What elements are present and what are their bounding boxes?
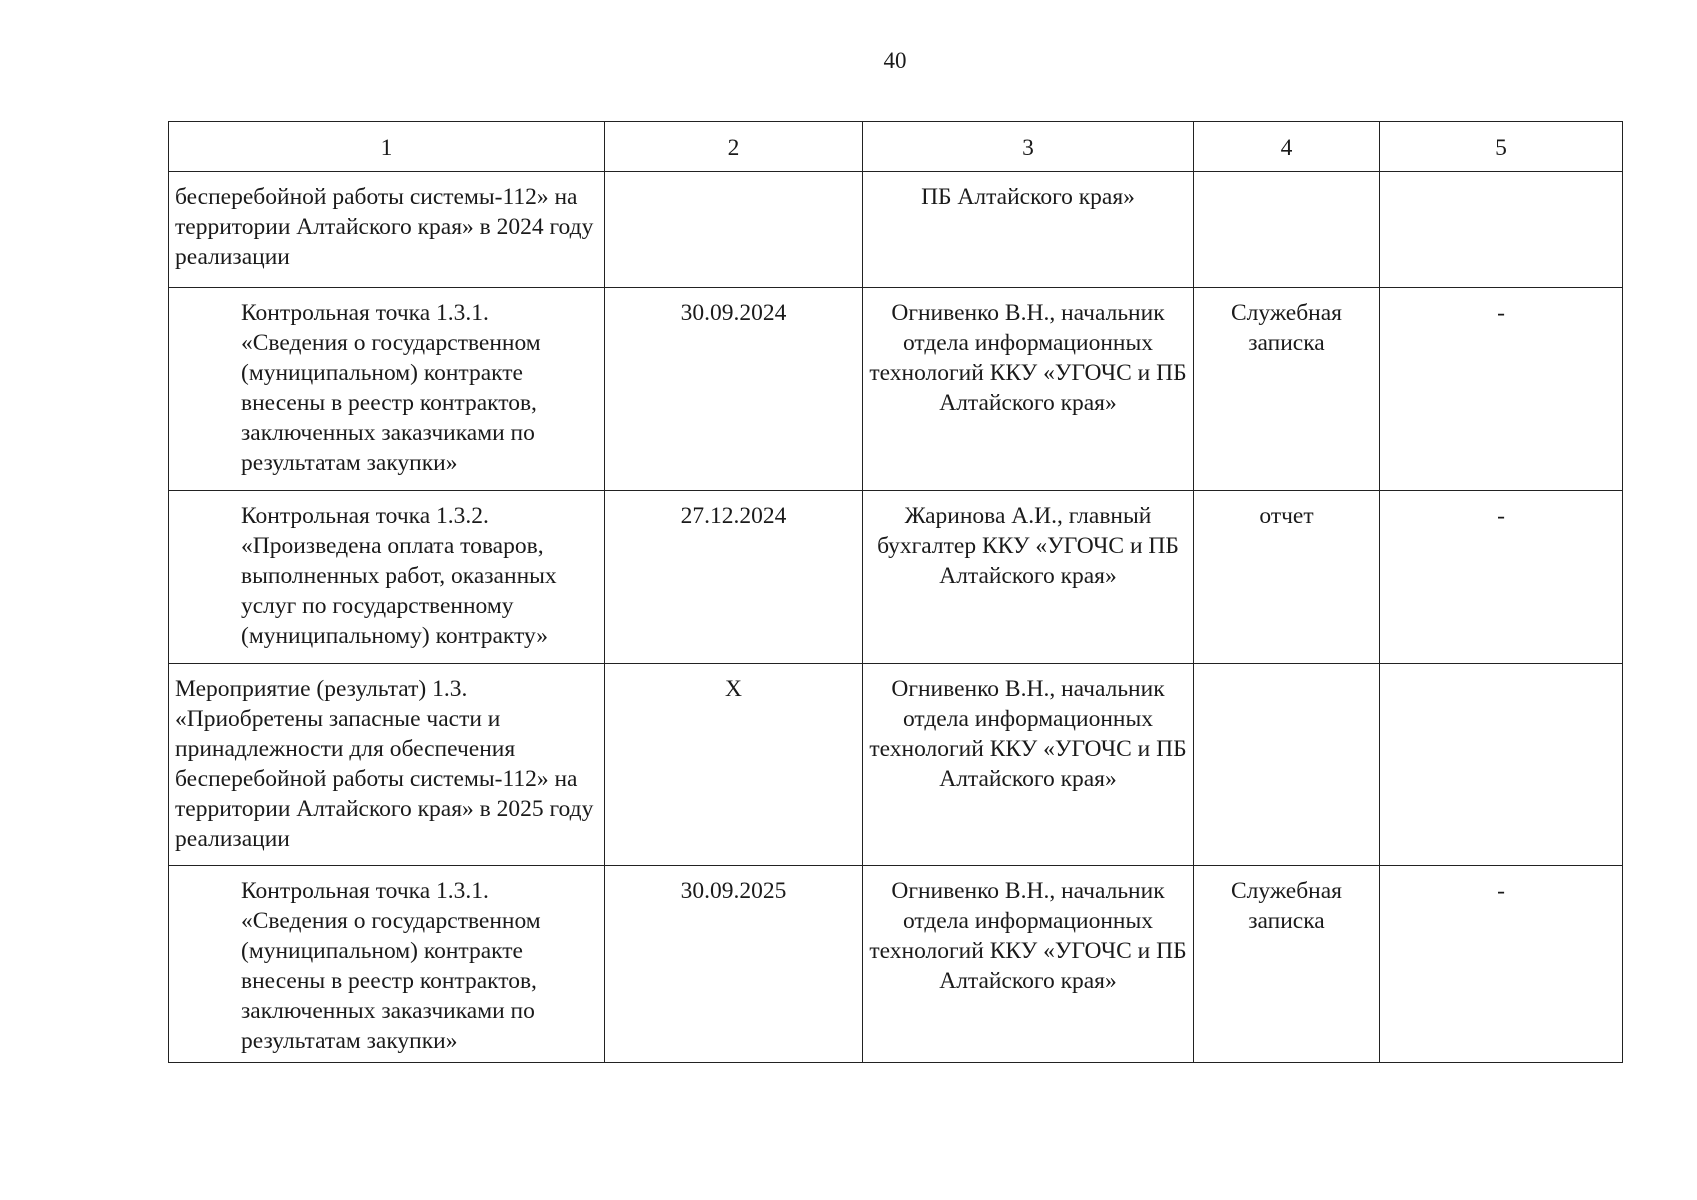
description-cell: Контрольная точка 1.3.2. «Произведена оплата товаров, выполненных работ, оказанных услуг по государственному (муниципальному) контракту» — [169, 491, 605, 664]
header-row — [169, 122, 1623, 172]
date-cell: 30.09.2025 — [605, 866, 863, 1063]
date-cell: 27.12.2024 — [605, 491, 863, 664]
column-header-4: 4 — [1194, 122, 1380, 172]
description-cell: бесперебойной работы системы-112» на территории Алтайского края» в 2024 году реализации — [169, 172, 605, 288]
responsible-cell: Огнивенко В.Н., начальник отдела информационных технологий ККУ «УГОЧС и ПБ Алтайского края» — [863, 664, 1194, 866]
note-cell: - — [1380, 866, 1623, 1063]
document-cell — [1194, 664, 1380, 866]
date-cell — [605, 172, 863, 288]
table-row — [169, 664, 1623, 866]
column-header-3: 3 — [863, 122, 1194, 172]
column-header-2: 2 — [605, 122, 863, 172]
column-header-5: 5 — [1380, 122, 1623, 172]
note-cell — [1380, 172, 1623, 288]
description-cell: Мероприятие (результат) 1.3. «Приобретены запасные части и принадлежности для обеспечения бесперебойной работы системы-112» на территории Алтайского края» в 2025 году реализации — [169, 664, 605, 866]
responsible-cell: Огнивенко В.Н., начальник отдела информационных технологий ККУ «УГОЧС и ПБ Алтайского края» — [863, 288, 1194, 491]
page-number: 40 — [883, 48, 907, 73]
responsible-cell: ПБ Алтайского края» — [863, 172, 1194, 288]
document-cell: отчет — [1194, 491, 1380, 664]
table-row — [169, 172, 1623, 288]
responsible-cell: Жаринова А.И., главный бухгалтер ККУ «УГОЧС и ПБ Алтайского края» — [863, 491, 1194, 664]
table-row — [169, 866, 1623, 1063]
responsible-cell: Огнивенко В.Н., начальник отдела информационных технологий ККУ «УГОЧС и ПБ Алтайского края» — [863, 866, 1194, 1063]
date-cell: 30.09.2024 — [605, 288, 863, 491]
note-cell: - — [1380, 288, 1623, 491]
document-cell: Служебная записка — [1194, 288, 1380, 491]
description-cell: Контрольная точка 1.3.1. «Сведения о государственном (муниципальном) контракте внесены в реестр контрактов, заключенных заказчиками по результатам закупки» — [169, 288, 605, 491]
column-header-1: 1 — [169, 122, 605, 172]
table-row — [169, 491, 1623, 664]
document-cell: Служебная записка — [1194, 866, 1380, 1063]
document-cell — [1194, 172, 1380, 288]
note-cell: - — [1380, 491, 1623, 664]
date-cell: X — [605, 664, 863, 866]
note-cell — [1380, 664, 1623, 866]
description-cell: Контрольная точка 1.3.1. «Сведения о государственном (муниципальном) контракте внесены в реестр контрактов, заключенных заказчиками по результатам закупки» — [169, 866, 605, 1063]
table-row — [169, 288, 1623, 491]
plan-table — [168, 121, 1623, 1063]
